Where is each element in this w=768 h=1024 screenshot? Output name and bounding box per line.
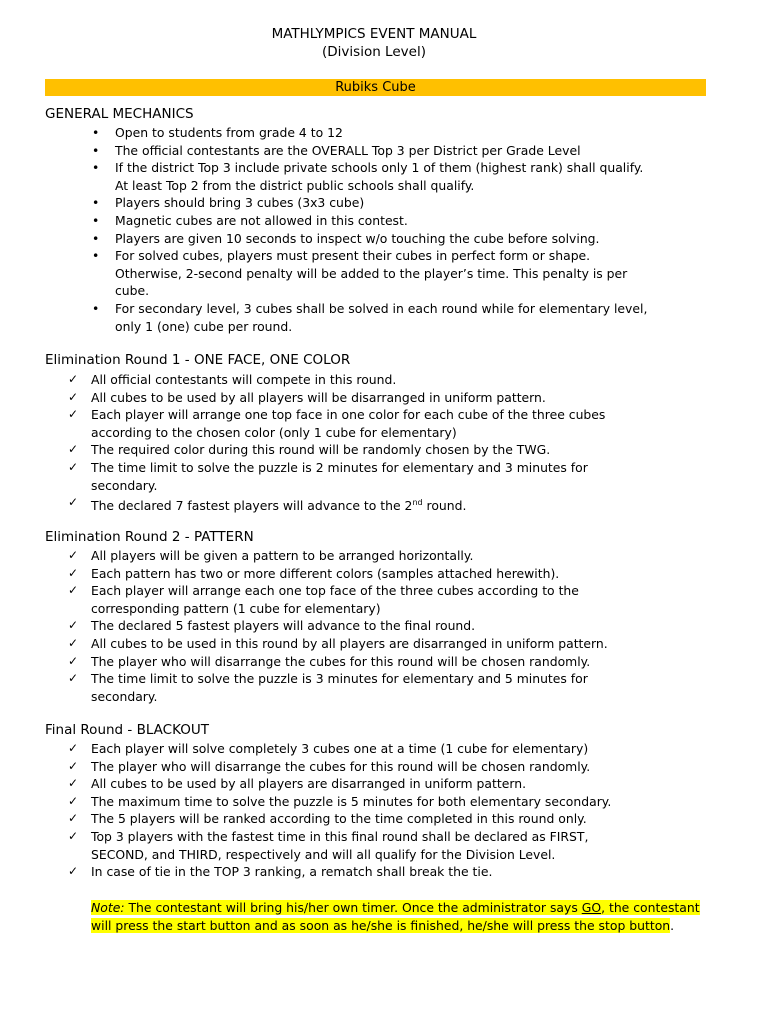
note-label: Note: [91, 900, 125, 915]
final-round-list [0, 740, 768, 881]
bullet-icon: • [92, 300, 100, 316]
list-item-continuation: according to the chosen color (only 1 cube for elementary) [91, 424, 457, 440]
checkmark-icon: ✓ [68, 811, 79, 826]
checkmark-icon: ✓ [68, 389, 79, 404]
list-item: • Open to students from grade 4 to 12 [92, 125, 343, 140]
bullet-icon: • [92, 212, 100, 228]
checkmark-icon: ✓ [68, 407, 79, 422]
checkmark-icon: ✓ [68, 618, 79, 633]
list-item-continuation: cube. [115, 283, 150, 299]
list-item-continuation: Otherwise, 2-second penalty will be added to the player’s time. This penalty is per [115, 265, 628, 281]
list-item-continuation: secondary. [91, 688, 158, 704]
list-item-continuation: only 1 (one) cube per round. [115, 318, 293, 334]
checkmark-icon: ✓ [68, 741, 79, 755]
checkmark-icon: ✓ [68, 758, 79, 773]
checkmark-icon: ✓ [68, 635, 79, 650]
go-emphasis: GO [581, 900, 602, 915]
list-item-continuation: At least Top 2 from the district public schools shall qualify. [115, 177, 475, 193]
list-item: ✓ All players will be given a pattern to be arranged horizontally. [68, 548, 474, 563]
checkmark-icon: ✓ [68, 828, 79, 843]
event-banner: Rubiks Cube [45, 79, 706, 96]
list-item: • If the district Top 3 include private schools only 1 of them (highest rank) shall qualify. [92, 160, 644, 176]
checkmark-icon: ✓ [68, 583, 79, 598]
checkmark-icon: ✓ [68, 653, 79, 668]
list-item: • Magnetic cubes are not allowed in this contest. [92, 212, 408, 228]
list-item: ✓ All official contestants will compete in this round. [68, 372, 397, 387]
list-item: ✓ All cubes to be used by all players will be disarranged in uniform pattern. [68, 389, 546, 405]
list-item: ✓ Top 3 players with the fastest time in this final round shall be declared as FIRST, [68, 828, 589, 844]
checkmark-icon: ✓ [68, 793, 79, 808]
list-item: ✓ The maximum time to solve the puzzle is 5 minutes for both elementary secondary. [68, 793, 612, 809]
bullet-icon: • [92, 195, 100, 211]
checkmark-icon: ✓ [68, 776, 79, 791]
list-item: ✓ The declared 5 fastest players will advance to the final round. [68, 618, 476, 634]
list-item: • For secondary level, 3 cubes shall be solved in each round while for elementary level, [92, 300, 648, 316]
general-mechanics-list [0, 124, 768, 335]
final-round-heading: Final Round - BLACKOUT [45, 722, 209, 738]
document-title: MATHLYMPICS EVENT MANUAL [271, 26, 477, 42]
checkmark-icon: ✓ [68, 459, 79, 474]
checkmark-icon: ✓ [68, 372, 79, 386]
bullet-icon: • [92, 160, 100, 176]
list-item: ✓ In case of tie in the TOP 3 ranking, a rematch shall break the tie. [68, 864, 493, 880]
list-item: ✓ Each pattern has two or more different colors (samples attached herewith). [68, 565, 560, 581]
round1-heading: Elimination Round 1 - ONE FACE, ONE COLOR [45, 352, 351, 368]
list-item: ✓ The declared 7 fastest players will advance to the 2nd round. [68, 495, 467, 514]
list-item: ✓ Each player will arrange each one top face of the three cubes according to the [68, 583, 579, 599]
checkmark-icon: ✓ [68, 671, 79, 686]
list-item: ✓ The player who will disarrange the cubes for this round will be chosen randomly. [68, 758, 591, 774]
list-item: ✓ All cubes to be used by all players are disarranged in uniform pattern. [68, 776, 527, 792]
list-item: • For solved cubes, players must present their cubes in perfect form or shape. [92, 248, 591, 264]
bullet-icon: • [92, 230, 100, 246]
list-item: • Players are given 10 seconds to inspect w/o touching the cube before solving. [92, 230, 600, 246]
list-item: • The official contestants are the OVERALL Top 3 per District per Grade Level [92, 142, 581, 158]
timer-note: Note: The contestant will bring his/her own timer. Once the administrator says GO, the contestant will press the start button and as soon as he/she is finished, he/she will press the stop button. [91, 900, 700, 933]
list-item: ✓ Each player will arrange one top face in one color for each cube of the three cubes [68, 407, 606, 423]
list-item: • Players should bring 3 cubes (3x3 cube) [92, 195, 365, 211]
round2-heading: Elimination Round 2 - PATTERN [45, 529, 254, 545]
list-item-continuation: secondary. [91, 477, 158, 493]
document-subtitle: (Division Level) [322, 44, 426, 60]
round1-list [0, 371, 768, 515]
bullet-icon: • [92, 248, 100, 264]
list-item: ✓ All cubes to be used in this round by all players are disarranged in uniform pattern. [68, 635, 608, 651]
round2-list [0, 547, 768, 705]
list-item-continuation: corresponding pattern (1 cube for elementary) [91, 600, 381, 616]
checkmark-icon: ✓ [68, 565, 79, 580]
list-item: ✓ The time limit to solve the puzzle is 2 minutes for elementary and 3 minutes for [68, 459, 588, 475]
checkmark-icon: ✓ [68, 495, 79, 510]
list-item: ✓ The time limit to solve the puzzle is 3 minutes for elementary and 5 minutes for [68, 671, 588, 687]
list-item: ✓ The required color during this round will be randomly chosen by the TWG. [68, 442, 551, 458]
bullet-icon: • [92, 142, 100, 158]
list-item: ✓ The player who will disarrange the cubes for this round will be chosen randomly. [68, 653, 591, 669]
checkmark-icon: ✓ [68, 548, 79, 562]
bullet-icon: • [92, 125, 100, 140]
list-item: ✓ The 5 players will be ranked according to the time completed in this round only. [68, 811, 587, 827]
checkmark-icon: ✓ [68, 442, 79, 457]
list-item-continuation: SECOND, and THIRD, respectively and will all qualify for the Division Level. [91, 846, 556, 862]
list-item: ✓ Each player will solve completely 3 cubes one at a time (1 cube for elementary) [68, 741, 589, 756]
checkmark-icon: ✓ [68, 864, 79, 879]
general-mechanics-heading: GENERAL MECHANICS [45, 106, 194, 122]
